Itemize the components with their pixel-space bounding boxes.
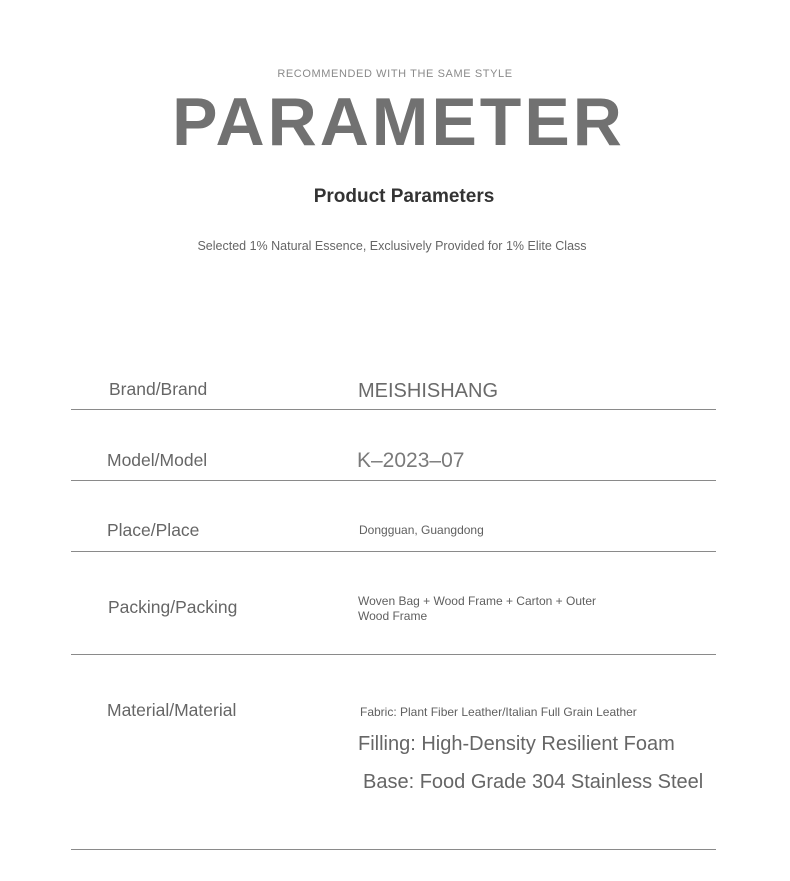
material-filling-value: Filling: High-Density Resilient Foam <box>358 733 675 755</box>
row-divider <box>71 654 716 655</box>
eyebrow-text: RECOMMENDED WITH THE SAME STYLE <box>277 68 513 80</box>
material-fabric-value: Fabric: Plant Fiber Leather/Italian Full Grain Leather <box>360 705 637 719</box>
packing-value: Woven Bag + Wood Frame + Carton + Outer Wood Frame <box>358 594 597 623</box>
brand-label: Brand/Brand <box>109 379 208 399</box>
row-divider <box>71 409 716 410</box>
place-value: Dongguan, Guangdong <box>359 523 484 537</box>
material-label: Material/Material <box>107 700 237 720</box>
row-divider <box>71 480 716 481</box>
model-label: Model/Model <box>107 450 208 470</box>
packing-label: Packing/Packing <box>108 597 238 617</box>
tagline: Selected 1% Natural Essence, Exclusively Provided for 1% Elite Class <box>197 239 587 253</box>
material-base-value: Base: Food Grade 304 Stainless Steel <box>363 771 704 793</box>
section-subtitle: Product Parameters <box>313 186 495 207</box>
brand-value: MEISHISHANG <box>358 380 499 402</box>
model-value: K–2023–07 <box>357 449 465 472</box>
place-label: Place/Place <box>107 520 200 540</box>
row-divider <box>71 551 716 552</box>
row-divider <box>71 849 716 850</box>
page-title: PARAMETER <box>172 84 625 160</box>
